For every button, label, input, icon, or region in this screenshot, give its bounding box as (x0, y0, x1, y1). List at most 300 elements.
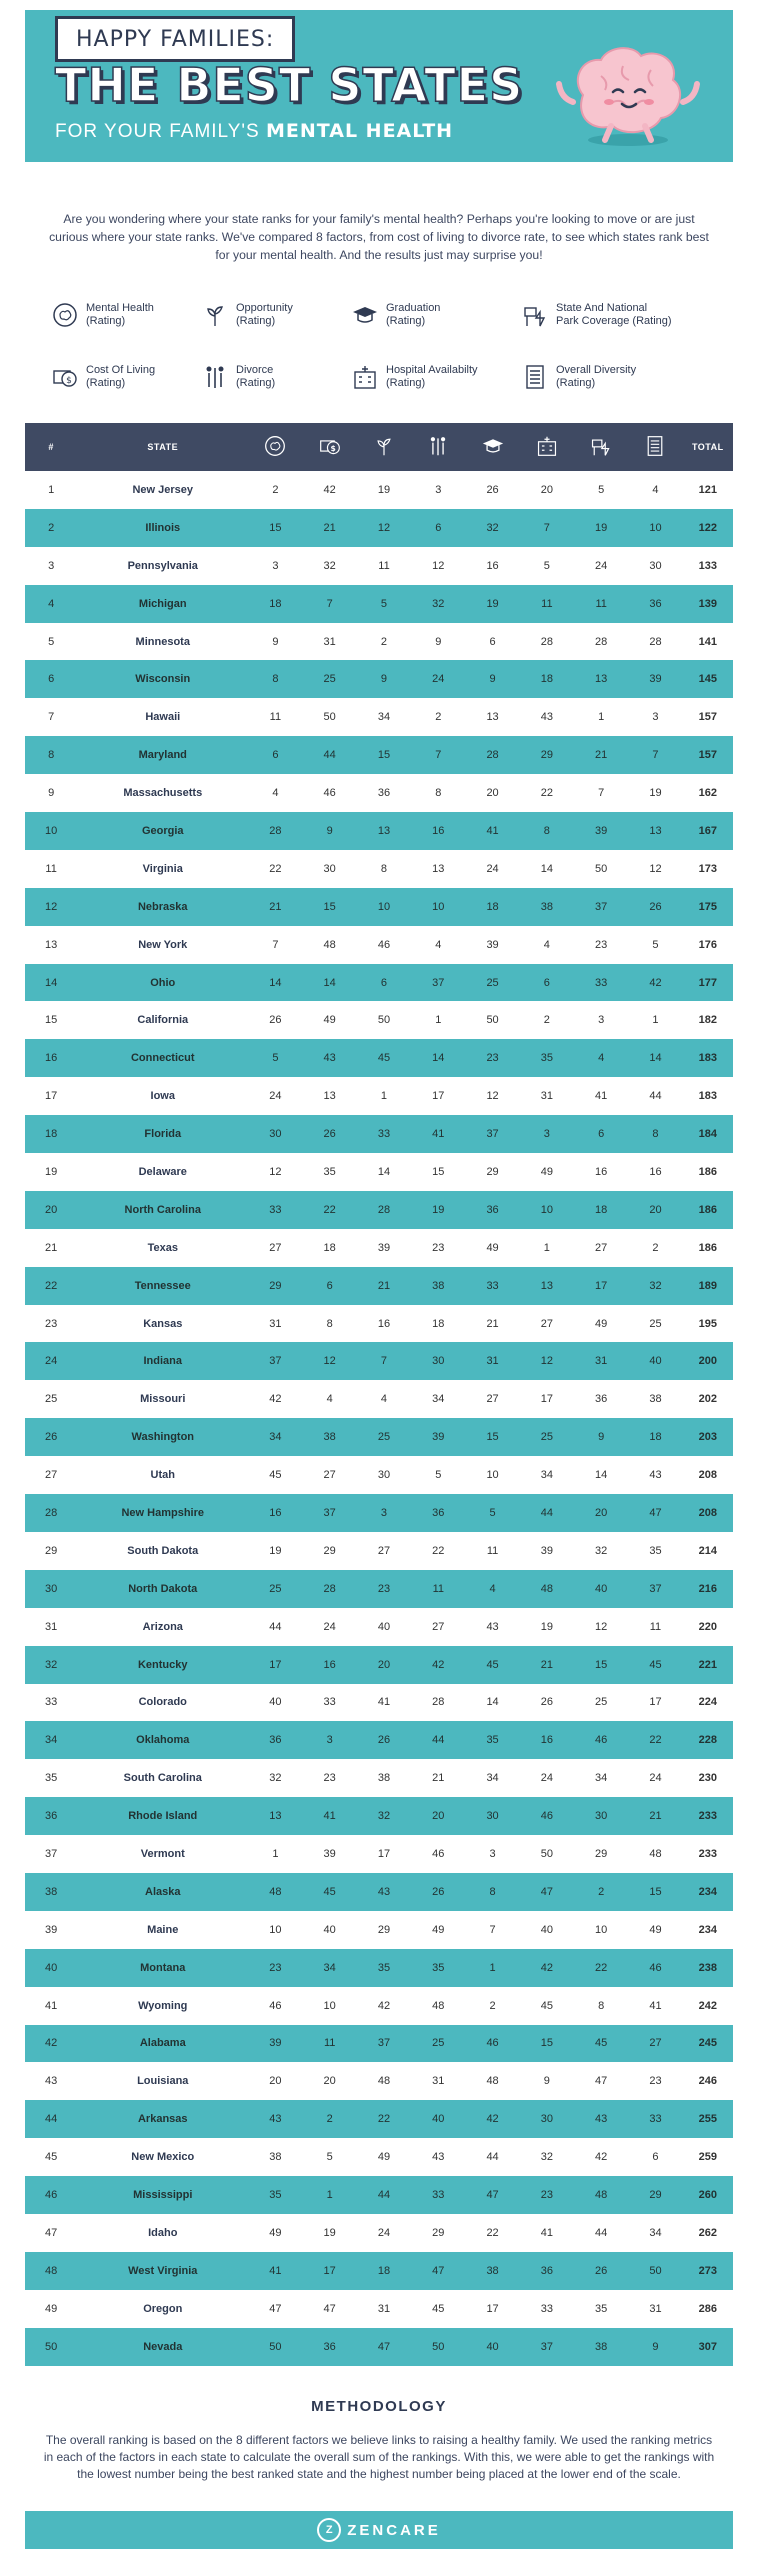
legend-label: Opportunity (236, 302, 293, 314)
graduation-cell: 32 (486, 521, 499, 534)
hospital-cell: 20 (540, 483, 553, 496)
cost-of-living-cell: 3 (326, 1734, 333, 1747)
state-cell: Utah (150, 1469, 175, 1482)
park-cell: 25 (595, 1696, 608, 1709)
diversity-cell: 23 (649, 2075, 662, 2088)
rank-cell: 3 (48, 559, 55, 572)
state-cell: Arizona (142, 1620, 183, 1633)
methodology-text: The overall ranking is based on the 8 different factors we believe links to raising a healthy family. We used the ranking metrics in each of the factors in each state to calculate the overall sum of the rankings. With this, we were able to get the rankings with the lowest number being the best ranked state and the highest number being placed at the lower end of the scale. (43, 2433, 715, 2481)
methodology-title: METHODOLOGY (311, 2398, 447, 2415)
graduation-cell: 36 (486, 1203, 499, 1216)
park-cell: 7 (598, 787, 605, 800)
mental-health-cell: 26 (269, 1014, 282, 1027)
diversity-cell: 17 (649, 1696, 662, 1709)
state-cell: West Virginia (128, 2264, 198, 2277)
diversity-cell: 41 (649, 1999, 662, 2012)
state-cell: Illinois (145, 521, 181, 534)
hospital-cell: 33 (540, 2302, 553, 2315)
total-cell: 184 (698, 1128, 717, 1141)
park-cell: 37 (595, 900, 608, 913)
cost-of-living-cell: 20 (323, 2075, 336, 2088)
state-cell: Hawaii (145, 711, 181, 724)
table-header-row (25, 423, 733, 471)
table-row (25, 2176, 733, 2214)
mental-health-cell: 28 (269, 824, 282, 837)
mental-health-cell: 37 (269, 1355, 282, 1368)
total-cell: 183 (698, 1052, 717, 1065)
divorce-cell: 4 (435, 938, 442, 951)
total-cell: 242 (698, 1999, 717, 2012)
table-row (25, 1759, 733, 1797)
total-cell: 238 (698, 1961, 717, 1974)
park-cell: 20 (595, 1506, 608, 1519)
park-cell: 6 (598, 1128, 605, 1141)
cost-of-living-cell: 4 (326, 1393, 333, 1406)
table-row (25, 888, 733, 926)
legend-sublabel: (Rating) (236, 315, 276, 327)
diversity-cell: 21 (649, 1810, 662, 1823)
table-row (25, 1532, 733, 1570)
diversity-cell: 2 (652, 1241, 659, 1254)
cost-of-living-cell: 42 (323, 483, 336, 496)
state-cell: Virginia (142, 862, 183, 875)
rank-cell: 39 (45, 1923, 58, 1936)
park-cell: 49 (595, 1317, 608, 1330)
divorce-cell: 37 (432, 976, 445, 989)
opportunity-cell: 26 (377, 1734, 391, 1747)
divorce-cell: 7 (435, 749, 442, 762)
park-cell: 3 (598, 1014, 605, 1027)
brain-icon (52, 302, 78, 328)
page-subtitle (55, 120, 453, 143)
diversity-cell: 14 (649, 1052, 662, 1065)
diversity-cell: 35 (649, 1544, 662, 1557)
legend-label: Cost Of Living (86, 364, 156, 376)
total-cell: 255 (698, 2113, 717, 2126)
table-row (25, 1494, 733, 1532)
state-cell: Maine (147, 1923, 179, 1936)
hospital-cell: 6 (543, 976, 550, 989)
total-cell: 167 (698, 824, 717, 837)
mental-health-cell: 4 (272, 787, 279, 800)
legend-label: Overall Diversity (556, 364, 637, 376)
header-mental-health (248, 423, 302, 471)
state-cell: North Carolina (124, 1203, 201, 1216)
opportunity-cell: 1 (380, 1090, 388, 1103)
diversity-cell: 10 (649, 521, 662, 534)
header-opportunity (357, 423, 411, 471)
legend-label: Mental Health (86, 302, 154, 314)
diversity-cell: 3 (652, 711, 659, 724)
opportunity-cell: 50 (377, 1014, 391, 1027)
total-cell: 233 (698, 1810, 717, 1823)
graduation-cell: 12 (486, 1090, 499, 1103)
cost-of-living-cell: 2 (326, 2113, 333, 2126)
state-cell: Louisiana (137, 2075, 189, 2088)
mental-health-cell: 15 (269, 521, 282, 534)
graduation-cell: 35 (486, 1734, 499, 1747)
park-cell: 46 (595, 1734, 608, 1747)
rank-cell: 2 (48, 521, 55, 534)
opportunity-cell: 6 (380, 976, 388, 989)
diversity-cell: 16 (649, 1165, 662, 1178)
opportunity-cell: 17 (377, 1848, 391, 1860)
opportunity-cell: 49 (377, 2151, 391, 2164)
total-cell: 307 (698, 2340, 717, 2353)
divorce-icon (427, 435, 449, 457)
divorce-cell: 41 (432, 1128, 445, 1141)
total-cell: 216 (698, 1582, 717, 1595)
graduation-cell: 39 (486, 938, 499, 951)
subtitle-prefix: FOR YOUR FAMILY'S (55, 121, 266, 142)
table-row (25, 926, 733, 964)
state-cell: Maryland (138, 749, 187, 762)
divorce-cell: 1 (435, 1014, 442, 1027)
cost-of-living-cell: 24 (323, 1620, 336, 1633)
brain-icon (264, 435, 286, 457)
header-park (574, 423, 628, 471)
legend-sublabel: (Rating) (386, 377, 426, 389)
table-row (25, 1191, 733, 1229)
cost-of-living-cell: 30 (323, 862, 336, 875)
header-divorce (411, 423, 465, 471)
mental-health-cell: 7 (272, 938, 279, 951)
cost-of-living-cell: 47 (323, 2302, 336, 2315)
cost-of-living-cell: 17 (323, 2264, 336, 2277)
opportunity-cell: 44 (377, 2189, 391, 2202)
divorce-icon (202, 364, 228, 390)
state-cell: Washington (131, 1431, 195, 1444)
table-row (25, 1305, 733, 1343)
graduation-cell: 28 (486, 749, 499, 762)
total-cell: 221 (698, 1658, 717, 1671)
cost-of-living-cell: 1 (326, 2189, 333, 2202)
legend-sublabel: (Rating) (386, 315, 426, 327)
rank-cell: 23 (45, 1317, 58, 1330)
opportunity-cell: 22 (377, 2113, 391, 2126)
hospital-cell: 42 (540, 1961, 553, 1974)
rank-cell: 47 (45, 2226, 58, 2239)
divorce-cell: 42 (432, 1658, 445, 1671)
state-cell: Mississippi (133, 2189, 193, 2202)
hospital-cell: 46 (540, 1810, 553, 1823)
diversity-cell: 15 (649, 1885, 662, 1898)
park-cell: 30 (595, 1810, 608, 1823)
table-row (25, 1608, 733, 1646)
graduation-cell: 11 (486, 1544, 499, 1557)
mental-health-cell: 2 (272, 483, 279, 496)
park-icon (590, 435, 612, 457)
park-cell: 12 (595, 1620, 608, 1633)
opportunity-cell: 38 (377, 1772, 391, 1785)
total-cell: 202 (698, 1393, 717, 1406)
diversity-cell: 49 (649, 1923, 662, 1936)
diversity-cell: 25 (649, 1317, 662, 1330)
state-cell: Ohio (150, 976, 176, 989)
graduation-cell: 7 (489, 1923, 496, 1936)
hospital-cell: 48 (540, 1582, 553, 1595)
opportunity-cell: 12 (377, 521, 391, 534)
total-cell: 186 (698, 1203, 717, 1216)
cost-of-living-cell: 6 (326, 1279, 333, 1292)
divorce-cell: 26 (432, 1885, 445, 1898)
divorce-cell: 47 (432, 2264, 445, 2277)
park-cell: 48 (595, 2189, 608, 2202)
money-icon (319, 435, 341, 457)
mental-health-cell: 20 (269, 2075, 282, 2088)
divorce-cell: 27 (432, 1620, 445, 1633)
diversity-cell: 37 (649, 1582, 662, 1595)
diversity-cell: 44 (649, 1090, 662, 1103)
legend-sublabel: (Rating) (236, 377, 276, 389)
divorce-cell: 16 (432, 824, 445, 837)
cost-of-living-cell: 11 (323, 2037, 336, 2050)
total-cell: 220 (698, 1620, 717, 1633)
total-cell: 208 (698, 1506, 717, 1519)
mental-health-cell: 43 (269, 2113, 282, 2126)
cost-of-living-cell: 33 (323, 1696, 336, 1709)
opportunity-cell: 4 (380, 1393, 388, 1406)
legend-label: Hospital Availabilty (386, 364, 478, 376)
cost-of-living-cell: 7 (326, 597, 333, 610)
divorce-cell: 34 (432, 1393, 445, 1406)
total-cell: 189 (698, 1279, 717, 1292)
total-cell: 133 (698, 559, 717, 572)
graduation-cell: 13 (486, 711, 499, 724)
legend-item-cost-of-living (52, 364, 155, 390)
diversity-cell: 45 (649, 1658, 662, 1671)
table-row (25, 547, 733, 585)
table-row (25, 2062, 733, 2100)
graduation-cell: 38 (486, 2264, 499, 2277)
diversity-cell: 18 (649, 1431, 662, 1444)
rank-cell: 17 (45, 1090, 58, 1103)
divorce-cell: 24 (432, 673, 445, 686)
graduation-cell: 9 (489, 673, 496, 686)
rank-cell: 38 (45, 1885, 58, 1898)
divorce-cell: 2 (435, 711, 442, 724)
opportunity-cell: 45 (377, 1052, 391, 1065)
opportunity-cell: 20 (377, 1658, 391, 1671)
total-cell: 245 (698, 2037, 717, 2050)
total-cell: 214 (698, 1544, 717, 1557)
cost-of-living-cell: 26 (323, 1128, 336, 1141)
opportunity-cell: 39 (377, 1241, 391, 1254)
state-cell: Alabama (139, 2037, 186, 2050)
diversity-cell: 26 (649, 900, 662, 913)
legend-item-divorce (202, 364, 275, 390)
state-cell: Pennsylvania (127, 559, 198, 572)
cost-of-living-cell: 16 (323, 1658, 336, 1671)
rank-cell: 42 (45, 2037, 58, 2050)
park-cell: 10 (595, 1923, 608, 1936)
footer (25, 2511, 733, 2549)
hospital-cell: 26 (540, 1696, 553, 1709)
divorce-cell: 36 (432, 1506, 445, 1519)
mental-health-cell: 14 (269, 976, 282, 989)
mental-health-cell: 22 (269, 862, 282, 875)
hospital-cell: 12 (540, 1355, 553, 1368)
table-row (25, 585, 733, 623)
legend-item-graduation (352, 302, 440, 328)
opportunity-cell: 31 (377, 2302, 391, 2315)
cost-of-living-cell: 22 (323, 1203, 336, 1216)
rank-cell: 36 (45, 1810, 58, 1823)
park-cell: 19 (595, 521, 608, 534)
legend-item-park-coverage (522, 302, 672, 328)
park-cell: 18 (595, 1203, 608, 1216)
rank-cell: 50 (45, 2340, 58, 2353)
graduation-cell: 17 (486, 2302, 499, 2315)
table-row (25, 2252, 733, 2290)
mental-health-cell: 48 (269, 1885, 282, 1898)
graduation-cell: 15 (486, 1431, 499, 1444)
table-row (25, 1873, 733, 1911)
mental-health-cell: 34 (269, 1431, 282, 1444)
total-cell: 246 (698, 2075, 717, 2088)
cost-of-living-cell: 32 (323, 559, 336, 572)
mental-health-cell: 25 (269, 1582, 282, 1595)
divorce-cell: 14 (432, 1052, 445, 1065)
diversity-cell: 6 (652, 2151, 659, 2164)
cost-of-living-cell: 34 (323, 1961, 336, 1974)
mental-health-cell: 21 (269, 900, 282, 913)
hospital-cell: 15 (540, 2037, 553, 2050)
mental-health-cell: 17 (269, 1658, 282, 1671)
graduation-cell: 5 (489, 1506, 496, 1519)
graduation-cell: 16 (486, 559, 499, 572)
graduation-cell: 6 (489, 635, 496, 648)
park-cell: 35 (595, 2302, 608, 2315)
opportunity-cell: 24 (377, 2226, 391, 2239)
mental-health-cell: 16 (269, 1506, 282, 1519)
state-cell: North Dakota (128, 1582, 198, 1595)
park-cell: 16 (595, 1165, 608, 1178)
divorce-cell: 23 (432, 1241, 445, 1254)
total-cell: 228 (698, 1734, 717, 1747)
park-cell: 15 (595, 1658, 608, 1671)
diversity-cell: 12 (649, 862, 662, 875)
mental-health-cell: 3 (272, 559, 279, 572)
cost-of-living-cell: 13 (323, 1090, 336, 1103)
cost-of-living-cell: 41 (323, 1810, 336, 1823)
park-cell: 40 (595, 1582, 608, 1595)
park-cell: 32 (595, 1544, 608, 1557)
state-cell: Alaska (145, 1885, 181, 1898)
table-row (25, 812, 733, 850)
hospital-cell: 43 (540, 711, 553, 724)
hospital-cell: 40 (540, 1923, 553, 1936)
opportunity-cell: 18 (377, 2264, 391, 2277)
state-cell: Massachusetts (123, 787, 203, 800)
total-cell: 208 (698, 1469, 717, 1482)
cost-of-living-cell: 27 (323, 1469, 336, 1482)
table-row (25, 1456, 733, 1494)
park-cell: 29 (595, 1848, 608, 1860)
legend-sublabel: (Rating) (86, 377, 126, 389)
total-cell: 157 (698, 711, 717, 724)
opportunity-cell: 21 (377, 1279, 391, 1292)
table-row (25, 736, 733, 774)
park-cell: 23 (595, 938, 608, 951)
divorce-cell: 43 (432, 2151, 445, 2164)
diversity-cell: 39 (649, 673, 662, 686)
park-cell: 8 (598, 1999, 605, 2012)
graduation-cap-icon (482, 435, 504, 457)
divorce-cell: 46 (432, 1848, 445, 1860)
hospital-cell: 13 (540, 1279, 553, 1292)
park-cell: 39 (595, 824, 608, 837)
divorce-cell: 48 (432, 1999, 445, 2012)
graduation-cell: 27 (486, 1393, 499, 1406)
divorce-cell: 8 (435, 787, 442, 800)
cost-of-living-cell: 9 (326, 824, 333, 837)
divorce-cell: 33 (432, 2189, 445, 2202)
rank-cell: 40 (45, 1961, 58, 1974)
park-cell: 43 (595, 2113, 608, 2126)
cost-of-living-cell: 5 (326, 2151, 333, 2164)
opportunity-cell: 40 (377, 1620, 391, 1633)
graduation-cell: 44 (486, 2151, 499, 2164)
total-cell: 175 (698, 900, 717, 913)
divorce-cell: 12 (432, 559, 445, 572)
cost-of-living-cell: 45 (323, 1885, 336, 1898)
state-cell: Florida (144, 1128, 182, 1141)
park-cell: 17 (595, 1279, 608, 1292)
park-cell: 24 (595, 559, 608, 572)
divorce-cell: 38 (432, 1279, 445, 1292)
state-cell: Wyoming (138, 1999, 188, 2012)
graduation-cell: 29 (486, 1165, 499, 1178)
rank-cell: 24 (45, 1355, 58, 1368)
rank-cell: 19 (45, 1165, 58, 1178)
divorce-cell: 40 (432, 2113, 445, 2126)
hospital-cell: 25 (540, 1431, 553, 1444)
total-cell: 139 (698, 597, 717, 610)
diversity-cell: 24 (649, 1772, 662, 1785)
park-cell: 28 (595, 635, 608, 648)
header-state: STATE (147, 442, 179, 452)
total-cell: 195 (698, 1317, 717, 1330)
rank-cell: 12 (45, 900, 58, 913)
table-row (25, 2025, 733, 2063)
header-rank: # (48, 442, 54, 452)
cost-of-living-cell: 39 (323, 1848, 336, 1860)
divorce-cell: 17 (432, 1090, 445, 1103)
legend-item-mental-health (52, 302, 154, 328)
state-cell: California (137, 1014, 189, 1027)
rank-cell: 45 (45, 2151, 58, 2164)
graduation-cell: 14 (486, 1696, 499, 1709)
table-row (25, 1949, 733, 1987)
opportunity-cell: 47 (377, 2340, 391, 2353)
opportunity-cell: 46 (377, 938, 391, 951)
total-cell: 186 (698, 1241, 717, 1254)
state-cell: Iowa (150, 1090, 175, 1103)
diversity-cell: 8 (652, 1128, 659, 1141)
cost-of-living-cell: 38 (323, 1431, 336, 1444)
money-icon (52, 364, 78, 390)
hospital-icon (352, 364, 378, 390)
diversity-cell: 19 (649, 787, 662, 800)
hospital-cell: 50 (540, 1848, 553, 1860)
opportunity-cell: 43 (377, 1885, 391, 1898)
diversity-cell: 31 (649, 2302, 662, 2315)
park-cell: 27 (595, 1241, 608, 1254)
graduation-cell: 8 (489, 1885, 496, 1898)
divorce-cell: 19 (432, 1203, 445, 1216)
graduation-cell: 21 (486, 1317, 499, 1330)
